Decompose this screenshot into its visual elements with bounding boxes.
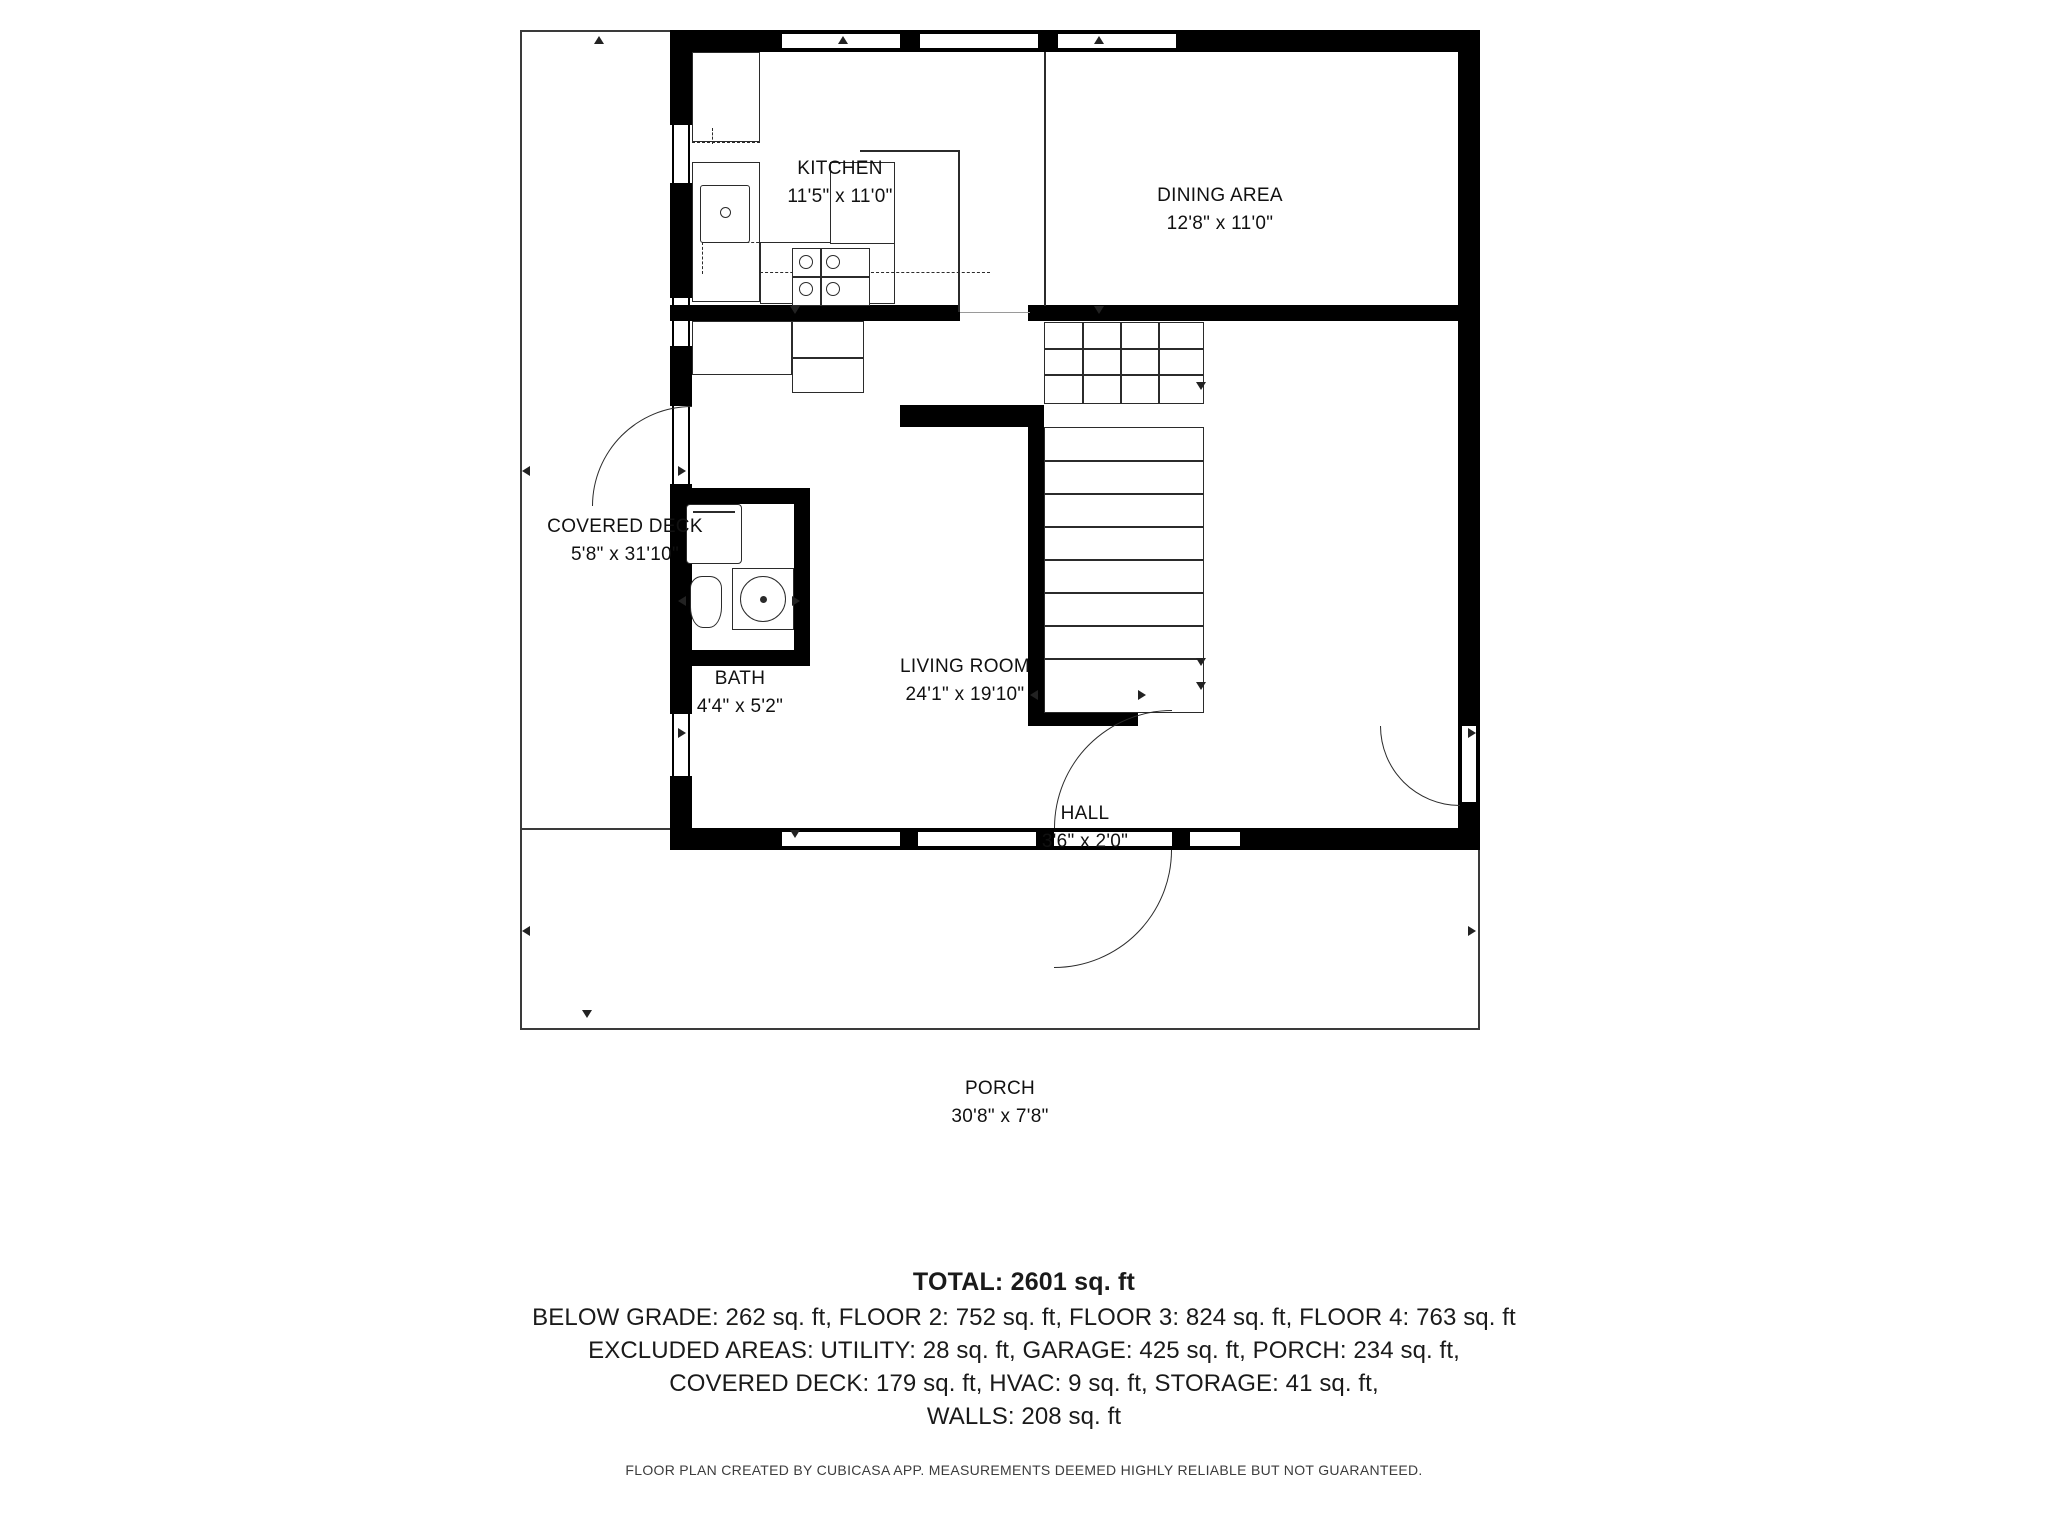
kitchen-work-triangle-3 [702,242,764,243]
dining-guide-line [960,312,1030,313]
dim-arrow-hall-right2 [1138,690,1146,700]
room-label-dining [1105,182,1335,237]
stair-upper-run [1044,322,1204,404]
cooktop-burner-4 [826,282,840,296]
base-cabinet-2-line [792,357,864,359]
room-dims-living: 24'1" x 19'10" [905,683,1025,705]
stair-upper-outline-top [1044,52,1046,306]
room-dims-dining: 12'8" x 11'0" [1166,212,1274,234]
dim-arrow-bath-right [792,596,800,606]
stair-step-u2 [1044,374,1204,376]
dim-arrow-living-left2 [678,728,686,738]
room-name-porch: PORCH [964,1078,1036,1099]
cooktop-burner-2 [826,255,840,269]
base-cabinet-1 [692,321,792,375]
room-name-living: LIVING ROOM [900,656,1030,677]
kitchen-upper-cabinet-dashed [692,142,760,143]
floor-plan-drawing [520,10,1530,1250]
exterior-wall-left-upper [670,30,692,125]
stair-riser-u2 [1120,323,1122,403]
room-dims-hall: 3'6" x 2'0" [1041,830,1129,852]
exterior-wall-left-mid1 [670,183,692,298]
room-name-dining: DINING AREA [1157,185,1283,206]
summary-line-4: WALLS: 208 sq. ft [926,1402,1122,1430]
kitchen-dim-guide-v [958,150,960,312]
room-dims-bath: 4'4" x 5'2" [696,695,784,717]
window-top-2 [920,32,1038,50]
stair-step-u1 [1044,348,1204,350]
room-label-bath [635,665,845,720]
stair-direction-arrow-upper [1196,382,1206,390]
porch-outline-right [1478,828,1480,1030]
area-summary [0,1268,2048,1434]
summary-line-2: EXCLUDED AREAS: UTILITY: 28 sq. ft, GARAGE: 425 sq. ft, PORCH: 234 sq. ft, [588,1336,1460,1364]
door-swing-porch [1054,850,1172,968]
window-top-3 [1058,32,1176,50]
kitchen-work-triangle-2 [702,242,703,274]
room-name-bath: BATH [714,668,766,689]
room-name-kitchen: KITCHEN [797,158,883,179]
bath-sink-drain [760,596,767,603]
dim-arrow-bottom-mid [790,830,800,838]
stair-step-l2 [1044,493,1204,495]
stair-step-l6 [1044,625,1204,627]
cooktop-divider-h [793,276,869,278]
stair-direction-arrow-lower [1196,682,1206,690]
stair-step-l3 [1044,526,1204,528]
dim-arrow-kitchenwall [790,306,800,314]
window-bottom-3 [1190,830,1240,848]
summary-line-3: COVERED DECK: 179 sq. ft, HVAC: 9 sq. ft, STORAGE: 41 sq. ft, [669,1369,1379,1397]
room-label-covered-deck [505,513,745,568]
kitchen-counter-upper-left [692,52,760,142]
creator-credit: FLOOR PLAN CREATED BY CUBICASA APP. MEASUREMENTS DEEMED HIGHLY RELIABLE BUT NOT GUARANTEED. [625,1462,1423,1478]
room-label-porch [890,1075,1110,1130]
exterior-wall-left-mid2 [670,346,692,406]
stair-riser-u1 [1082,323,1084,403]
interior-wall-kitchen-bottom [670,305,960,321]
kitchen-sink-drain [720,207,731,218]
kitchen-dashed-divider [712,128,713,144]
dim-arrow-diningwall [1094,306,1104,314]
dim-arrow-stair-head [1196,658,1206,666]
room-name-covered-deck: COVERED DECK [547,516,703,537]
dim-arrow-living-left [678,466,686,476]
dim-arrow-bottom-porch [582,1010,592,1018]
dim-arrow-porch-right [1468,926,1476,936]
porch-outline-top [520,828,670,830]
bath-toilet [690,576,722,628]
stair-step-l1 [1044,460,1204,462]
room-dims-kitchen: 11'5" x 11'0" [787,185,893,207]
room-label-hall [975,800,1195,855]
stair-riser-u3 [1158,323,1160,403]
dim-arrow-hall-right [1468,728,1476,738]
bath-wall-bottom [670,650,810,666]
room-dims-porch: 30'8" x 7'8" [951,1105,1049,1127]
dim-arrow-top-dining [1094,36,1104,44]
stair-step-l5 [1044,592,1204,594]
stair-step-l4 [1044,559,1204,561]
dim-arrow-bath-left [678,596,686,606]
window-left-1 [672,125,690,183]
dim-arrow-top-left [594,36,604,44]
dim-arrow-deck-left [522,466,530,476]
summary-line-1: BELOW GRADE: 262 sq. ft, FLOOR 2: 752 sq. ft, FLOOR 3: 824 sq. ft, FLOOR 4: 763 sq. ft [532,1304,1516,1331]
kitchen-dim-guide-h [860,150,960,152]
cooktop-burner-3 [799,282,813,296]
room-name-hall: HALL [1060,803,1110,824]
porch-outline-bottom [520,1028,1480,1030]
cooktop-burner-1 [799,255,813,269]
dim-arrow-top-kitchen [838,36,848,44]
door-swing-deck [592,406,692,506]
door-swing-hall [1380,726,1460,806]
window-left-3 [672,714,690,776]
room-label-kitchen [735,155,945,210]
room-label-living [840,653,1090,708]
bath-wall-right [794,488,810,666]
total-area: TOTAL: 2601 sq. ft [912,1268,1136,1296]
dim-arrow-porch-left [522,926,530,936]
interior-wall-stair-top [900,405,1044,427]
room-dims-covered-deck: 5'8" x 31'10" [570,543,680,565]
